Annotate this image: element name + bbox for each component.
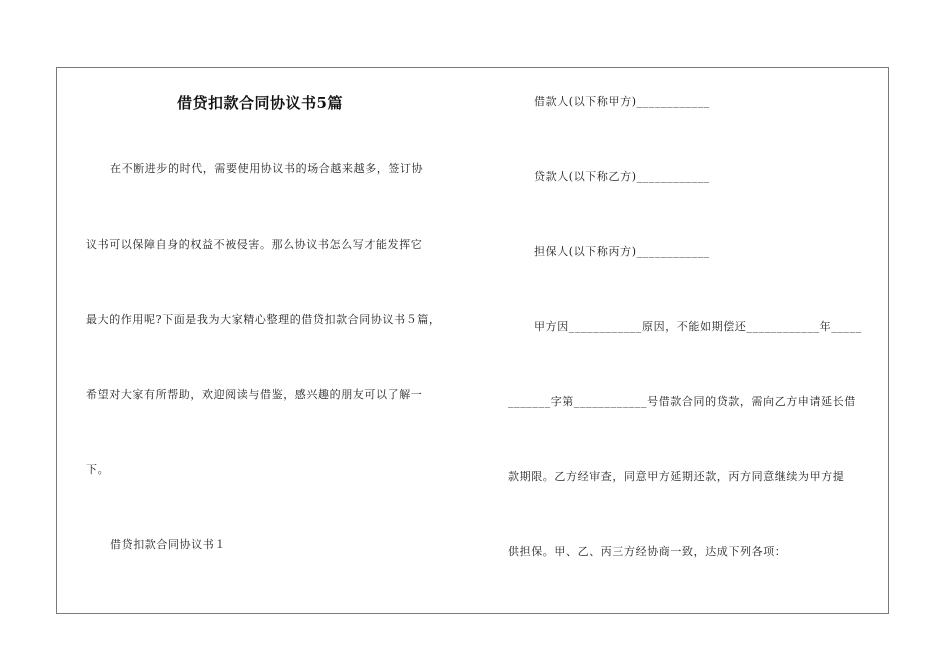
section-heading-1: 借贷扣款合同协议书１ — [110, 538, 226, 551]
right-paragraph-line-4: 供担保。甲、乙、丙三方经协商一致，达成下列各项： — [508, 545, 787, 558]
left-paragraph-line-4: 希望对大家有所帮助，欢迎阅读与借鉴，感兴趣的朋友可以了解一 — [86, 388, 423, 401]
lender-line: 贷款人(以下称乙方)____________ — [534, 170, 710, 183]
guarantor-line: 担保人(以下称丙方)____________ — [534, 245, 710, 258]
page-frame — [56, 67, 889, 614]
left-paragraph-line-5: 下。 — [86, 463, 110, 476]
right-paragraph-line-2: _______字第____________号借款合同的贷款，需向乙方申请延长借 — [508, 395, 856, 408]
left-paragraph-line-1: 在不断进步的时代，需要使用协议书的场合越来越多，签订协 — [110, 162, 424, 175]
left-paragraph-line-2: 议书可以保障自身的权益不被侵害。那么协议书怎么写才能发挥它 — [86, 238, 423, 251]
right-paragraph-line-1: 甲方因____________原因，不能如期偿还____________年_____ — [534, 320, 862, 333]
borrower-line: 借款人(以下称甲方)____________ — [534, 95, 710, 108]
left-paragraph-line-3: 最大的作用呢?下面是我为大家精心整理的借贷扣款合同协议书５篇， — [86, 313, 441, 326]
right-paragraph-line-3: 款期限。乙方经审查，同意甲方延期还款，丙方同意继续为甲方提 — [508, 470, 845, 483]
document-title: 借贷扣款合同协议书5篇 — [177, 94, 343, 112]
